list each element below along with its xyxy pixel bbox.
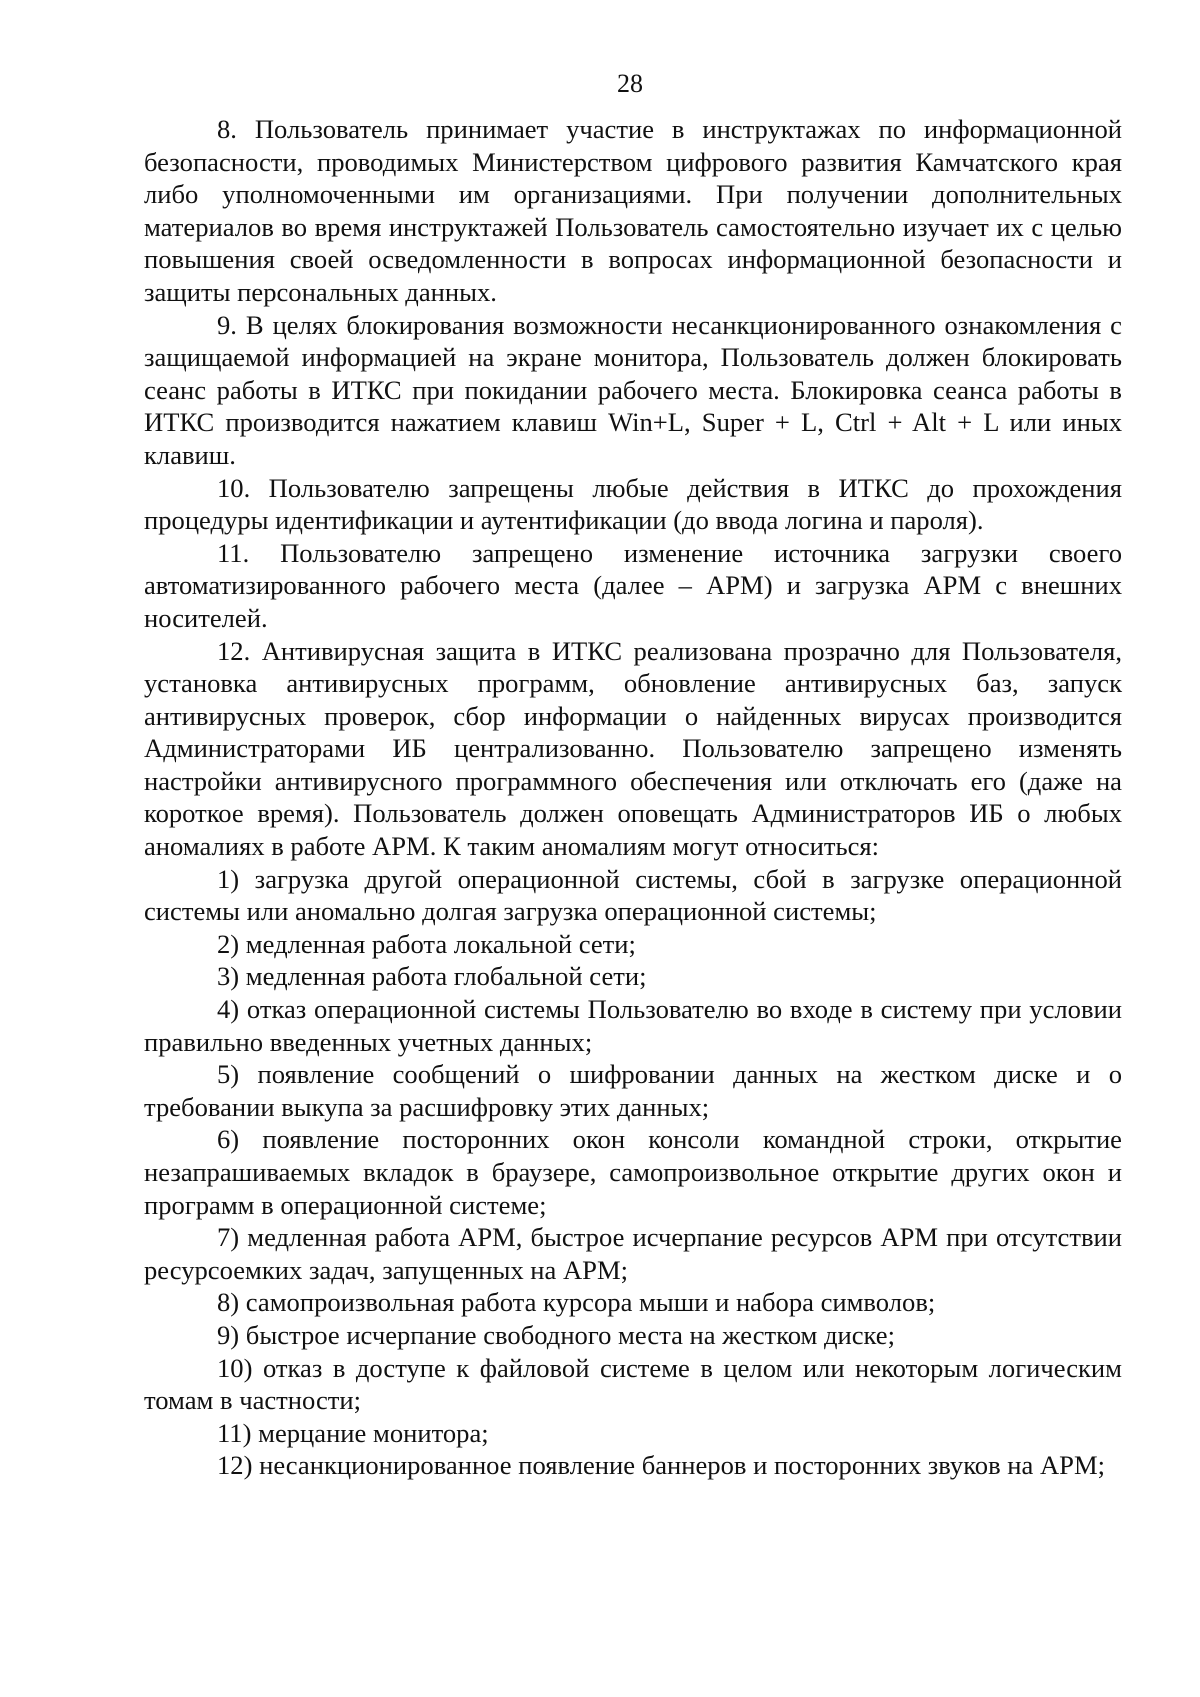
paragraph-item-9: 9. В целях блокирования возможности несанкционированного ознакомления с защищаемой информацией на экране монитора, Пользователь должен блокировать сеанс работы в ИТКС при покидании рабочего места. Блокировка сеанса работы в ИТКС производится нажатием клавиш Win+L, Super + L, Ctrl + Alt + L или иных клавиш. xyxy=(144,309,1122,470)
paragraph-item-10: 10. Пользователю запрещены любые действия в ИТКС до прохождения процедуры идентификации и аутентификации (до ввода логина и пароля). xyxy=(144,472,1122,536)
anomaly-list-item: 8) самопроизвольная работа курсора мыши и набора символов; xyxy=(217,1287,936,1318)
page-number: 28 xyxy=(617,69,643,98)
anomaly-list-item: 6) появление посторонних окон консоли командной строки, открытие незапрашиваемых вкладок в браузере, самопроизвольное открытие других окон и программ в операционной системе; xyxy=(144,1124,1122,1220)
anomaly-list-item: 12) несанкционированное появление баннеров и посторонних звуков на АРМ; xyxy=(217,1450,1106,1481)
anomaly-list-item: 10) отказ в доступе к файловой системе в целом или некоторым логическим томам в частности; xyxy=(144,1352,1122,1416)
anomaly-list-item: 1) загрузка другой операционной системы, сбой в загрузке операционной системы или аномально долгая загрузка операционной системы; xyxy=(144,863,1122,927)
document-body xyxy=(144,113,1122,1482)
paragraph-item-12: 12. Антивирусная защита в ИТКС реализована прозрачно для Пользователя, установка антивирусных программ, обновление антивирусных баз, запуск антивирусных проверок, сбор информации о найденных вирусах производится Администраторами ИБ централизованно. Пользователю запрещено изменять настройки антивирусного программного обеспечения или отключать его (даже на короткое время). Пользователь должен оповещать Администраторов ИБ о любых аномалиях в работе АРМ. К таким аномалиям могут относиться: xyxy=(144,635,1122,862)
anomaly-list-item: 11) мерцание монитора; xyxy=(217,1417,489,1448)
anomaly-list-item: 2) медленная работа локальной сети; xyxy=(217,928,636,959)
anomaly-list-item: 5) появление сообщений о шифровании данных на жестком диске и о требовании выкупа за расшифровку этих данных; xyxy=(144,1059,1122,1122)
anomaly-list-item: 7) медленная работа АРМ, быстрое исчерпание ресурсов АРМ при отсутствии ресурсоемких задач, запущенных на АРМ; xyxy=(144,1222,1122,1285)
anomaly-list-item: 4) отказ операционной системы Пользователю во входе в систему при условии правильно введенных учетных данных; xyxy=(144,994,1122,1057)
paragraph-item-8: 8. Пользователь принимает участие в инструктажах по информационной безопасности, проводимых Министерством цифрового развития Камчатского края либо уполномоченными им организациями. При получении дополнительных материалов во время инструктажей Пользователь самостоятельно изучает их с целью повышения своей осведомленности в вопросах информационной безопасности и защиты персональных данных. xyxy=(144,114,1122,307)
anomaly-list-item: 9) быстрое исчерпание свободного места на жестком диске; xyxy=(217,1319,895,1350)
paragraph-item-11: 11. Пользователю запрещено изменение источника загрузки своего автоматизированного рабочего места (далее – АРМ) и загрузка АРМ с внешних носителей. xyxy=(144,537,1122,633)
anomaly-list-item: 3) медленная работа глобальной сети; xyxy=(217,961,647,992)
